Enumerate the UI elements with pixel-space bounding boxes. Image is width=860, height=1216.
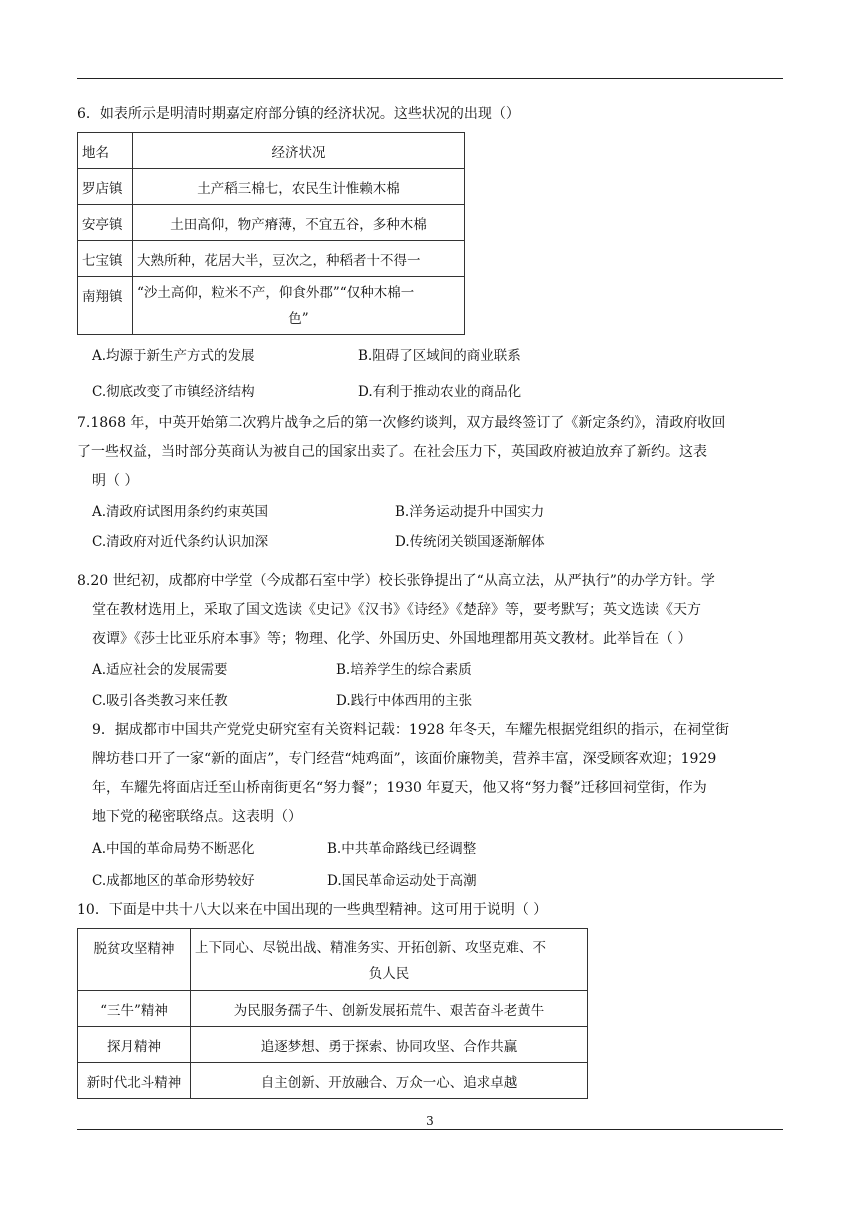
table-header-row — [78, 133, 465, 169]
q8-line: 堂在教材选用上，采取了国文选读《史记》《汉书》《诗经》《楚辞》等，要考默写；英文选读《天方 — [92, 602, 701, 618]
option-a: A.适应社会的发展需要 — [92, 662, 228, 678]
page-number: 3 — [426, 1114, 434, 1128]
spirit-content-line: 上下同心、尽锐出战、精准务实、开拓创新、攻坚克难、不 — [195, 940, 546, 956]
q9-line: 牌坊巷口开了一家“新的面店”，专门经营“炖鸡面”，该面价廉物美，营养丰富，深受顾客欢迎；1929 — [92, 751, 717, 767]
q7-line: 明（ ） — [92, 473, 139, 489]
q9-line: 9．据成都市中国共产党党史研究室有关资料记载：1928 年冬天，车耀先根据党组织的指示，在祠堂街 — [92, 722, 729, 738]
economy-line: 色” — [288, 310, 309, 327]
option-b: B.阻碍了区域间的商业联系 — [358, 348, 521, 364]
q9-line: 年，车耀先将面店迁至山桥南街更名“努力餐”；1930 年夏天，他又将“努力餐”迁移回祠堂街，作为 — [92, 780, 707, 796]
option-c: C.成都地区的革命形势较好 — [92, 873, 255, 889]
table-row — [78, 169, 465, 205]
town-cell: 南翔镇 — [78, 277, 133, 335]
option-b: B.培养学生的综合素质 — [336, 662, 472, 678]
table-row — [78, 1027, 588, 1063]
spirit-name-cell: 脱贫攻坚精神 — [78, 929, 191, 991]
economy-cell — [133, 277, 465, 335]
town-cell: 罗店镇 — [78, 169, 133, 205]
option-a: A.中国的革命局势不断恶化 — [92, 841, 255, 857]
option-d: D.传统闭关锁国逐渐解体 — [395, 534, 545, 550]
q10-stem: 10．下面是中共十八大以来在中国出现的一些典型精神。这可用于说明（ ） — [77, 902, 548, 918]
economy-cell: 大熟所种，花居大半，豆次之，种稻者十不得一 — [133, 241, 465, 277]
footer-rule — [77, 1129, 783, 1130]
spirit-content-cell: 追逐梦想、勇于探索、协同攻坚、合作共赢 — [191, 1027, 588, 1063]
q6-stem: 6．如表所示是明清时期嘉定府部分镇的经济状况。这些状况的出现（） — [77, 106, 520, 122]
table-row — [78, 205, 465, 241]
option-a: A.均源于新生产方式的发展 — [92, 348, 255, 364]
table-row — [78, 1063, 588, 1099]
option-d: D.有利于推动农业的商品化 — [358, 384, 522, 400]
option-a: A.清政府试图用条约约束英国 — [92, 504, 269, 520]
town-cell: 安亭镇 — [78, 205, 133, 241]
header-rule — [77, 78, 783, 79]
economy-cell: 土产稻三棉七，农民生计惟赖木棉 — [133, 169, 465, 205]
economy-cell: 土田高仰，物产瘠薄，不宜五谷，多种木棉 — [133, 205, 465, 241]
q10-table — [77, 928, 588, 1099]
spirit-name-cell: “三牛”精神 — [78, 991, 191, 1027]
column-header: 地名 — [78, 133, 133, 169]
spirit-content-cell: 自主创新、开放融合、万众一心、追求卓越 — [191, 1063, 588, 1099]
spirit-content-cell — [191, 929, 588, 991]
table-row — [78, 991, 588, 1027]
option-d: D.国民革命运动处于高潮 — [327, 873, 477, 889]
spirit-name-cell: 探月精神 — [78, 1027, 191, 1063]
town-cell: 七宝镇 — [78, 241, 133, 277]
option-b: B.中共革命路线已经调整 — [327, 841, 477, 857]
table-row — [78, 241, 465, 277]
option-c: C.彻底改变了市镇经济结构 — [92, 384, 255, 400]
spirit-content-line: 负人民 — [368, 966, 410, 982]
spirit-content-cell: 为民服务孺子牛、创新发展拓荒牛、艰苦奋斗老黄牛 — [191, 991, 588, 1027]
option-c: C.吸引各类教习来任教 — [92, 693, 228, 709]
q8-line: 夜谭》《莎士比亚乐府本事》等；物理、化学、外国历史、外国地理都用英文教材。此举旨在（ ） — [92, 631, 692, 647]
economy-line: “沙土高仰，粒米不产，仰食外郡”“仅种木棉一 — [137, 284, 415, 301]
column-header: 经济状况 — [133, 133, 465, 169]
option-d: D.践行中体西用的主张 — [336, 693, 473, 709]
q8-line: 8.20 世纪初，成都府中学堂（今成都石室中学）校长张铮提出了“从高立法，从严执行”的办学方针。学 — [77, 573, 715, 589]
table-row — [78, 277, 465, 335]
q9-line: 地下党的秘密联络点。这表明（） — [92, 809, 302, 825]
q6-table — [77, 132, 465, 335]
q7-line: 了一些权益，当时部分英商认为被自己的国家出卖了。在社会压力下，英国政府被迫放弃了新约。这表 — [77, 444, 707, 460]
option-c: C.清政府对近代条约认识加深 — [92, 534, 269, 550]
q7-line: 7.1868 年，中英开始第二次鸦片战争之后的第一次修约谈判，双方最终签订了《新定条约》，清政府收回 — [77, 415, 726, 431]
option-b: B.洋务运动提升中国实力 — [395, 504, 545, 520]
spirit-name-cell: 新时代北斗精神 — [78, 1063, 191, 1099]
table-row — [78, 929, 588, 991]
